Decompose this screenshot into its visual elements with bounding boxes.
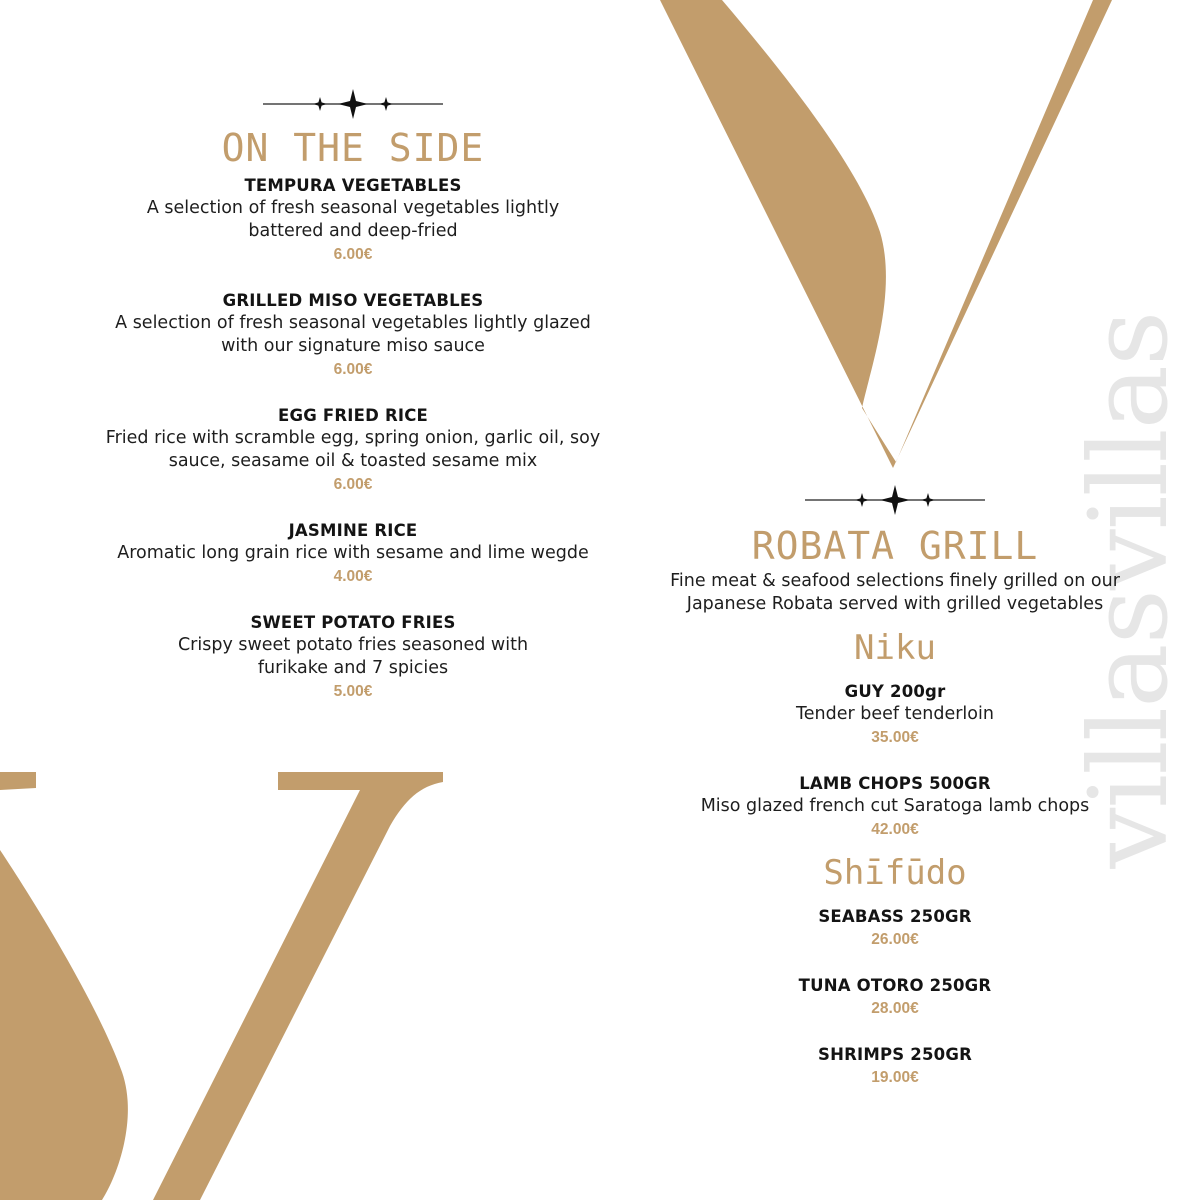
item-name: SWEET POTATO FRIES: [250, 613, 456, 632]
menu-item: [655, 974, 1135, 1020]
item-name: JASMINE RICE: [288, 521, 418, 540]
item-description: A selection of fresh seasonal vegetables lightly glazed with our signature miso sauce: [115, 313, 591, 356]
menu-item: [655, 772, 1135, 841]
section-title-robata-grill: ROBATA GRILL: [751, 524, 1039, 568]
item-name: SEABASS 250GR: [818, 907, 972, 926]
item-price: 4.00€: [333, 568, 373, 585]
robata-grill-section: [655, 482, 1135, 1112]
sparkle-stars-icon: [263, 86, 443, 122]
menu-item: [103, 611, 603, 703]
letter-v-monogram-bottom: [0, 772, 36, 790]
menu-item: [655, 905, 1135, 951]
item-price: 5.00€: [333, 683, 373, 700]
menu-item: [103, 519, 603, 588]
subsection-title-shifudo: Shīfūdo: [823, 853, 967, 893]
item-name: TUNA OTORO 250GR: [798, 976, 992, 995]
menu-item: [103, 289, 603, 381]
item-name: GRILLED MISO VEGETABLES: [222, 291, 484, 310]
item-name: TEMPURA VEGETABLES: [244, 176, 462, 195]
sparkle-stars-icon: [805, 482, 985, 518]
item-price: 35.00€: [871, 729, 919, 746]
item-price: 28.00€: [871, 1000, 919, 1017]
subsection-title-niku: Niku: [854, 628, 936, 668]
item-price: 26.00€: [871, 931, 919, 948]
section-title-on-the-side: ON THE SIDE: [221, 126, 485, 170]
item-description: Aromatic long grain rice with sesame and lime wegde: [117, 543, 589, 563]
brand-watermark: villasvillas: [1067, 311, 1192, 869]
item-name: GUY 200gr: [844, 682, 946, 701]
item-description: Fried rice with scramble egg, spring onion, garlic oil, soy sauce, seasame oil & toasted sesame mix: [105, 428, 601, 471]
item-name: LAMB CHOPS 500GR: [799, 774, 991, 793]
menu-item: [655, 680, 1135, 749]
item-price: 19.00€: [871, 1069, 919, 1086]
item-name: SHRIMPS 250GR: [818, 1045, 972, 1064]
item-name: EGG FRIED RICE: [278, 406, 428, 425]
section-description: Fine meat & seafood selections finely grilled on our Japanese Robata served with grilled vegetables: [670, 571, 1120, 614]
item-price: 6.00€: [333, 476, 373, 493]
item-description: Tender beef tenderloin: [796, 704, 994, 724]
menu-item: [103, 174, 603, 266]
menu-item: [103, 404, 603, 496]
item-price: 42.00€: [871, 821, 919, 838]
item-price: 6.00€: [333, 246, 373, 263]
letter-v-monogram-top: [660, 0, 1112, 468]
on-the-side-section: [103, 86, 603, 726]
menu-item: [655, 1043, 1135, 1089]
item-description: A selection of fresh seasonal vegetables lightly battered and deep-fried: [146, 198, 560, 241]
item-description: Crispy sweet potato fries seasoned with furikake and 7 spicies: [177, 635, 529, 678]
item-description: Miso glazed french cut Saratoga lamb chops: [700, 796, 1090, 816]
item-price: 6.00€: [333, 361, 373, 378]
